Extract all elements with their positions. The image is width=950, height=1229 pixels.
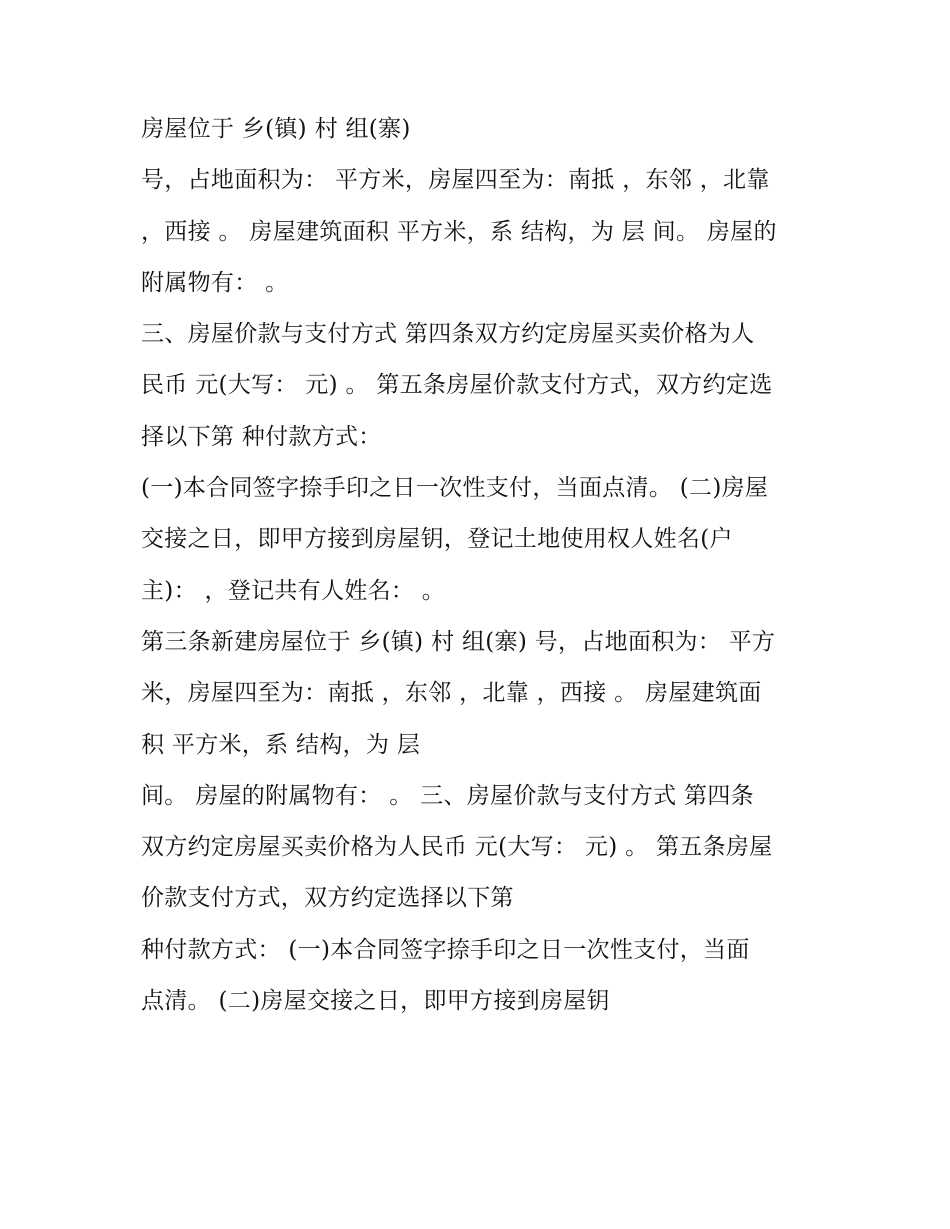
text-line-8: (一)本合同签字捺手印之日一次性支付，当面点清。 (二)房屋 — [141, 475, 769, 502]
text-line-9: 交接之日，即甲方接到房屋钥，登记土地使用权人姓名(户 — [141, 526, 733, 553]
text-line-15: 双方约定房屋买卖价格为人民币 元(大写： 元) 。 第五条房屋 — [141, 834, 773, 861]
text-line-1: 房屋位于 乡(镇) 村 组(寨) — [141, 116, 411, 142]
text-line-17: 种付款方式： (一)本合同签字捺手印之日一次性支付，当面 — [141, 936, 750, 963]
document-body — [141, 104, 821, 1027]
text-line-10: 主)： ，登记共有人姓名： 。 — [141, 577, 446, 604]
text-line-12: 米，房屋四至为：南抵 ，东邻 ，北靠 ，西接 。 房屋建筑面 — [141, 680, 762, 707]
text-line-4: 附属物有： 。 — [141, 269, 289, 296]
text-line-11: 第三条新建房屋位于 乡(镇) 村 组(寨) 号，占地面积为： 平方 — [141, 628, 776, 655]
text-line-7: 择以下第 种付款方式： — [141, 423, 382, 450]
text-line-3: ，西接 。 房屋建筑面积 平方米，系 结构，为 层 间。 房屋的 — [141, 218, 777, 245]
text-line-6: 民币 元(大写： 元) 。 第五条房屋价款支付方式，双方约定选 — [141, 372, 773, 399]
text-line-13: 积 平方米，系 结构，为 层 — [141, 731, 421, 758]
text-line-2: 号，占地面积为： 平方米，房屋四至为：南抵 ，东邻 ，北靠 — [141, 167, 770, 194]
text-line-16: 价款支付方式，双方约定选择以下第 — [141, 885, 514, 912]
text-line-5: 三、房屋价款与支付方式 第四条双方约定房屋买卖价格为人 — [141, 321, 755, 348]
text-line-18: 点清。 (二)房屋交接之日，即甲方接到房屋钥 — [141, 988, 610, 1015]
text-line-14: 间。 房屋的附属物有： 。 三、房屋价款与支付方式 第四条 — [141, 782, 754, 809]
